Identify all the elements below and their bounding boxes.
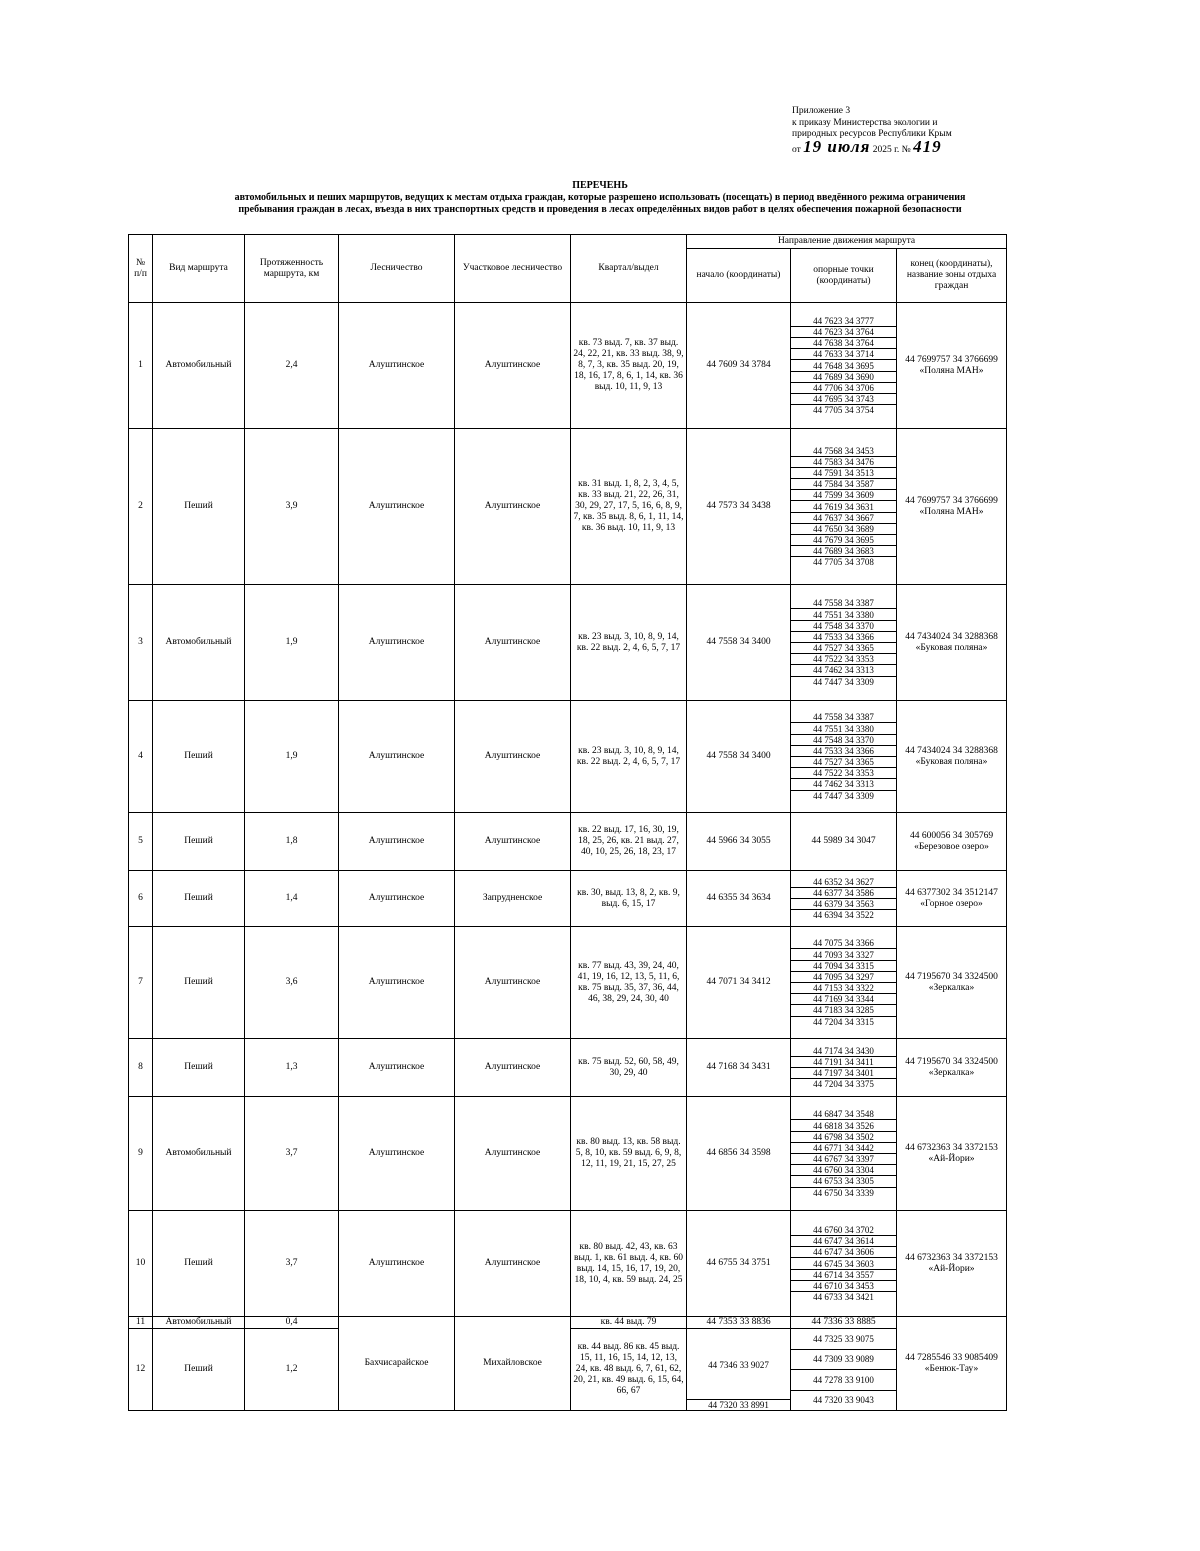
route-point: 44 7533 34 3366 [791,745,896,756]
route-point: 44 7169 34 3344 [791,994,896,1005]
cell-quarter: кв. 80 выд. 13, кв. 58 выд. 5, 8, 10, кв. 59 выд. 6, 9, 8, 12, 11, 19, 21, 15, 27, 25 [571,1097,687,1211]
cell-district: Алуштинское [455,1211,571,1317]
document-title [120,180,1080,216]
route-point: 44 7584 34 3587 [791,479,896,490]
route-point: 44 7462 34 3313 [791,779,896,790]
cell-type: Автомобильный [153,1097,245,1211]
cell-points [791,1097,897,1211]
annex-date-written: 19 июля [803,136,871,156]
header-length: Протяженность маршрута, км [245,235,339,303]
cell-start: 44 7168 34 3431 [687,1039,791,1097]
route-point: 44 6847 34 3548 [791,1109,896,1120]
title-line-1: автомобильных и пеших маршрутов, ведущих к местам отдыха граждан, которые разрешено использовать (посещать) в период введённого режима ограничения [234,192,966,203]
route-point: 44 7204 34 3375 [813,1079,874,1090]
cell-forestry: Алуштинское [339,303,455,429]
header-quarter: Квартал/выдел [571,235,687,303]
cell-length: 3,9 [245,429,339,585]
annex-line-1: Приложение 3 [792,106,851,116]
cell-end: 44 600056 34 305769 «Березовое озеро» [897,813,1007,871]
cell-length: 2,4 [245,303,339,429]
cell-num: 1 [129,303,153,429]
route-point: 44 7638 34 3764 [791,338,896,349]
cell-points [791,871,897,927]
cell-end: 44 7699757 34 3766699 «Поляна МАН» [897,303,1007,429]
route-point: 44 6733 34 3421 [813,1292,874,1303]
cell-forestry: Бахчисарайское [339,1317,455,1411]
cell-end: 44 7699757 34 3766699 «Поляна МАН» [897,429,1007,585]
route-point: 44 7583 34 3476 [791,456,896,467]
cell-length: 1,2 [245,1329,339,1411]
route-point: 44 7183 34 3285 [791,1005,896,1016]
cell-length: 1,4 [245,871,339,927]
cell-end: 44 6732363 34 3372153 «Ай-Йори» [897,1097,1007,1211]
cell-type: Пеший [153,871,245,927]
cell-district: Алуштинское [455,1097,571,1211]
route-point: 44 6760 34 3304 [791,1165,896,1176]
cell-type: Пеший [153,1039,245,1097]
route-point: 44 6710 34 3453 [791,1280,896,1291]
cell-length: 3,6 [245,927,339,1039]
route-point: 44 6771 34 3442 [791,1142,896,1153]
cell-district: Алуштинское [455,303,571,429]
header-num: № п/п [129,235,153,303]
cell-forestry: Алуштинское [339,927,455,1039]
cell-points [791,429,897,585]
route-point: 44 6798 34 3502 [791,1131,896,1142]
route-point: 44 6394 34 3522 [813,910,874,921]
table-row [129,1211,1007,1317]
route-point: 44 6747 34 3606 [791,1247,896,1258]
cell-forestry: Алуштинское [339,1097,455,1211]
cell-points: 44 5989 34 3047 [791,813,897,871]
route-point: 44 6760 34 3702 [791,1225,896,1236]
cell-num: 5 [129,813,153,871]
cell-district: Запрудненское [455,871,571,927]
cell-num: 9 [129,1097,153,1211]
cell-num: 6 [129,871,153,927]
cell-start: 44 7609 34 3784 [687,303,791,429]
annex-date-line [792,136,952,157]
route-point: 44 6745 34 3603 [791,1258,896,1269]
cell-type: Автомобильный [153,303,245,429]
cell-quarter: кв. 22 выд. 17, 16, 30, 19, 18, 25, 26, кв. 21 выд. 27, 40, 10, 25, 26, 18, 23, 17 [571,813,687,871]
cell-district: Алуштинское [455,429,571,585]
cell-end: 44 7434024 34 3288368 «Буковая поляна» [897,701,1007,813]
route-point: 44 7447 34 3309 [813,676,874,687]
cell-quarter: кв. 30, выд. 13, 8, 2, кв. 9, выд. 6, 15, 17 [571,871,687,927]
header-type: Вид маршрута [153,235,245,303]
route-point: 44 7094 34 3315 [791,960,896,971]
route-point: 44 6750 34 3339 [813,1187,874,1198]
route-point: 44 7551 34 3380 [791,723,896,734]
cell-type: Пеший [153,429,245,585]
annex-line-2: к приказу Министерства экологии и [792,117,938,128]
cell-quarter: кв. 31 выд. 1, 8, 2, 3, 4, 5, кв. 33 выд. 21, 22, 26, 31, 30, 29, 27, 17, 5, 16, 6, 8, 9, 7, кв. 35 выд. 8, 6, 1, 11, 14, кв. 36 выд. 10, 11, 9, 13 [571,429,687,585]
route-point: 44 7095 34 3297 [791,971,896,982]
cell-forestry: Алуштинское [339,429,455,585]
route-point: 44 7548 34 3370 [791,620,896,631]
title-line-2: пребывания граждан в лесах, въезда в них транспортных средств и проведения в лесах определённых видов работ в целях обеспечения пожарной безопасности [238,204,962,215]
route-point: 44 7197 34 3401 [791,1068,896,1079]
route-point: 44 7633 34 3714 [791,349,896,360]
route-point: 44 7706 34 3706 [791,382,896,393]
cell-forestry: Алуштинское [339,871,455,927]
cell-start: 44 7071 34 3412 [687,927,791,1039]
route-point: 44 6753 34 3305 [791,1176,896,1187]
table-row [129,701,1007,813]
cell-num: 11 [129,1317,153,1329]
cell-start: 44 7353 33 8836 [687,1317,791,1329]
route-point: 44 6818 34 3526 [791,1120,896,1131]
cell-quarter: кв. 44 выд. 79 [571,1317,687,1329]
header-points: опорные точки (координаты) [791,249,897,303]
cell-quarter: кв. 44 выд. 86 кв. 45 выд. 15, 11, 16, 15, 14, 12, 13, 24, кв. 48 выд. 6, 7, 61, 62, 20, 21, кв. 49 выд. 6, 15, 64, 66, 67 [571,1329,687,1411]
route-point: 44 7623 34 3777 [791,316,896,327]
cell-start: 44 6355 34 3634 [687,871,791,927]
cell-type: Пеший [153,1211,245,1317]
route-point: 44 7191 34 3411 [791,1056,896,1067]
cell-length: 3,7 [245,1097,339,1211]
route-point: 44 7619 34 3631 [791,501,896,512]
annex-date-prefix: от [792,144,801,155]
cell-start: 44 7558 34 3400 [687,701,791,813]
cell-quarter: кв. 77 выд. 43, 39, 24, 40, 41, 19, 16, 12, 13, 5, 11, 6, кв. 75 выд. 35, 37, 36, 44, 46, 38, 29, 24, 30, 40 [571,927,687,1039]
cell-points [791,303,897,429]
route-point: 44 7705 34 3754 [813,405,874,416]
cell-num: 3 [129,585,153,701]
cell-quarter: кв. 80 выд. 42, 43, кв. 63 выд. 1, кв. 61 выд. 4, кв. 60 выд. 14, 15, 16, 17, 19, 20, 18, 10, 4, кв. 59 выд. 24, 25 [571,1211,687,1317]
route-point: 44 7309 33 9089 [791,1349,896,1370]
annex-line-3: природных ресурсов Республики Крым [792,129,952,139]
cell-length: 0,4 [245,1317,339,1329]
cell-start [687,1329,791,1411]
cell-type: Пеший [153,927,245,1039]
route-point: 44 7522 34 3353 [791,654,896,665]
routes-table [128,234,1007,1411]
cell-type: Пеший [153,1329,245,1411]
annex-number-written: 419 [913,136,942,156]
table-row [129,813,1007,871]
cell-length: 1,3 [245,1039,339,1097]
header-district: Участковое лесничество [455,235,571,303]
route-point: 44 7320 33 9043 [813,1395,874,1406]
route-point: 44 7551 34 3380 [791,609,896,620]
table-row [129,429,1007,585]
cell-forestry: Алуштинское [339,585,455,701]
table-row [129,1317,1007,1329]
cell-forestry: Алуштинское [339,1211,455,1317]
cell-quarter: кв. 75 выд. 52, 60, 58, 49, 30, 29, 40 [571,1039,687,1097]
route-point: 44 7637 34 3667 [791,512,896,523]
route-point: 44 7533 34 3366 [791,631,896,642]
cell-end: 44 7195670 34 3324500 «Зеркалка» [897,1039,1007,1097]
cell-start: 44 7573 34 3438 [687,429,791,585]
route-point: 44 7204 34 3315 [813,1016,874,1027]
route-point: 44 7689 34 3690 [791,371,896,382]
header-direction: Направление движения маршрута [687,235,1007,249]
cell-end: 44 7195670 34 3324500 «Зеркалка» [897,927,1007,1039]
cell-quarter: кв. 73 выд. 7, кв. 37 выд. 24, 22, 21, кв. 33 выд. 38, 9, 8, 7, 3, кв. 35 выд. 20, 19, 18, 16, 17, 8, 6, 1, 14, кв. 36 выд. 10, 11, 9, 13 [571,303,687,429]
cell-start: 44 5966 34 3055 [687,813,791,871]
header-start: начало (координаты) [687,249,791,303]
cell-start: 44 7558 34 3400 [687,585,791,701]
route-point: 44 7093 34 3327 [791,949,896,960]
table-row [129,927,1007,1039]
title-heading: ПЕРЕЧЕНЬ [572,180,628,191]
route-point: 44 7558 34 3387 [791,712,896,723]
annex-block [792,106,952,156]
route-point: 44 7462 34 3313 [791,665,896,676]
cell-start: 44 6856 34 3598 [687,1097,791,1211]
table-row [129,303,1007,429]
cell-points [791,1211,897,1317]
table-row [129,585,1007,701]
route-point: 44 7548 34 3370 [791,734,896,745]
cell-district: Алуштинское [455,701,571,813]
cell-length: 1,9 [245,701,339,813]
route-point: 44 7325 33 9075 [791,1329,896,1349]
cell-length: 1,8 [245,813,339,871]
cell-quarter: кв. 23 выд. 3, 10, 8, 9, 14, кв. 22 выд. 2, 4, 6, 5, 7, 17 [571,701,687,813]
route-point: 44 7153 34 3322 [791,983,896,994]
cell-district: Алуштинское [455,585,571,701]
cell-length: 3,7 [245,1211,339,1317]
route-point: 44 6377 34 3586 [791,887,896,898]
route-point: 44 7447 34 3309 [813,790,874,801]
route-point: 44 7527 34 3365 [791,757,896,768]
cell-forestry: Алуштинское [339,813,455,871]
cell-start: 44 6755 34 3751 [687,1211,791,1317]
route-point: 44 7648 34 3695 [791,360,896,371]
route-point: 44 7568 34 3453 [791,445,896,456]
route-point: 44 7278 33 9100 [791,1370,896,1391]
cell-forestry: Алуштинское [339,701,455,813]
cell-points [791,1329,897,1411]
route-point: 44 7650 34 3689 [791,523,896,534]
cell-end: 44 7285546 33 9085409 «Бенюк-Тау» [897,1317,1007,1411]
route-point: 44 7623 34 3764 [791,326,896,337]
cell-district: Алуштинское [455,813,571,871]
cell-points [791,927,897,1039]
cell-points: 44 7336 33 8885 [791,1317,897,1329]
route-point: 44 7522 34 3353 [791,768,896,779]
cell-num: 12 [129,1329,153,1411]
route-point: 44 7558 34 3387 [791,598,896,609]
cell-district: Алуштинское [455,1039,571,1097]
header-forestry: Лесничество [339,235,455,303]
cell-num: 2 [129,429,153,585]
cell-district: Алуштинское [455,927,571,1039]
route-point: 44 6714 34 3557 [791,1269,896,1280]
route-point: 44 7527 34 3365 [791,643,896,654]
cell-forestry: Алуштинское [339,1039,455,1097]
cell-type: Пеший [153,813,245,871]
route-point: 44 7679 34 3695 [791,534,896,545]
table-row [129,1039,1007,1097]
cell-type: Автомобильный [153,585,245,701]
route-point: 44 6747 34 3614 [791,1236,896,1247]
annex-year: 2025 г. № [872,144,911,155]
route-point: 44 7075 34 3366 [791,938,896,949]
cell-end: 44 6377302 34 3512147 «Горное озеро» [897,871,1007,927]
cell-points [791,1039,897,1097]
cell-end: 44 7434024 34 3288368 «Буковая поляна» [897,585,1007,701]
start-point: 44 7346 33 9027 [687,1331,790,1400]
route-point: 44 7174 34 3430 [791,1046,896,1057]
route-point: 44 7591 34 3513 [791,467,896,478]
cell-num: 10 [129,1211,153,1317]
route-point: 44 7599 34 3609 [791,490,896,501]
route-point: 44 6767 34 3397 [791,1154,896,1165]
cell-points [791,585,897,701]
cell-length: 1,9 [245,585,339,701]
cell-num: 8 [129,1039,153,1097]
cell-type: Автомобильный [153,1317,245,1329]
route-point: 44 6379 34 3563 [791,899,896,910]
table-row [129,1097,1007,1211]
route-point: 44 7689 34 3683 [791,546,896,557]
cell-num: 4 [129,701,153,813]
routes-table-body [129,303,1007,1411]
route-point: 44 6352 34 3627 [791,877,896,888]
start-point-alt: 44 7320 33 8991 [708,1399,769,1410]
route-point: 44 7705 34 3708 [813,557,874,568]
header-end: конец (координаты), название зоны отдыха граждан [897,249,1007,303]
table-row [129,871,1007,927]
cell-type: Пеший [153,701,245,813]
cell-num: 7 [129,927,153,1039]
cell-quarter: кв. 23 выд. 3, 10, 8, 9, 14, кв. 22 выд. 2, 4, 6, 5, 7, 17 [571,585,687,701]
route-point: 44 7695 34 3743 [791,393,896,404]
cell-end: 44 6732363 34 3372153 «Ай-Йори» [897,1211,1007,1317]
cell-points [791,701,897,813]
cell-district: Михайловское [455,1317,571,1411]
